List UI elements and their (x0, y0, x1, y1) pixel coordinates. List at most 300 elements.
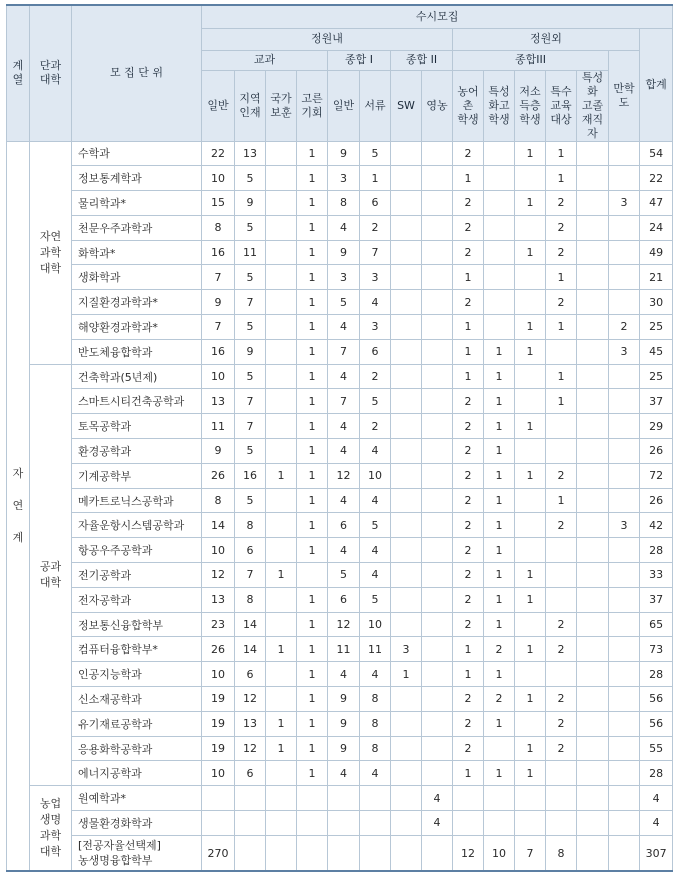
table-body (7, 141, 673, 871)
table-row (7, 166, 673, 191)
quota-cell (577, 761, 609, 786)
quota-cell: 5 (235, 364, 266, 389)
quota-cell (422, 290, 453, 315)
quota-cell (422, 265, 453, 290)
quota-cell (577, 290, 609, 315)
quota-cell (391, 761, 422, 786)
quota-cell: 2 (453, 587, 484, 612)
quota-cell: 15 (202, 191, 235, 216)
unit-name (72, 687, 202, 712)
quota-cell: 270 (202, 835, 235, 871)
quota-cell (266, 612, 297, 637)
quota-cell (391, 439, 422, 464)
quota-cell: 7 (235, 389, 266, 414)
quota-cell: 7 (202, 315, 235, 340)
quota-cell (577, 563, 609, 588)
category-cell (7, 141, 30, 871)
header-sub-2 (235, 70, 266, 141)
quota-cell (577, 513, 609, 538)
quota-cell: 4 (328, 761, 360, 786)
quota-cell (609, 711, 640, 736)
quota-cell (577, 240, 609, 265)
quota-cell: 3 (609, 513, 640, 538)
quota-cell (266, 811, 297, 836)
quota-cell: 1 (484, 587, 515, 612)
unit-name (72, 662, 202, 687)
quota-cell: 23 (202, 612, 235, 637)
total-cell: 55 (640, 736, 673, 761)
total-cell: 73 (640, 637, 673, 662)
quota-cell (391, 265, 422, 290)
header-sub-label: 국가 보훈 (270, 91, 292, 119)
quota-cell: 9 (328, 141, 360, 166)
unit-name (72, 439, 202, 464)
quota-cell (515, 711, 546, 736)
quota-cell (297, 835, 328, 871)
table-row (7, 265, 673, 290)
quota-cell: 1 (546, 315, 577, 340)
quota-cell (422, 637, 453, 662)
quota-cell: 10 (202, 166, 235, 191)
quota-cell: 4 (360, 563, 391, 588)
quota-cell: 1 (297, 141, 328, 166)
quota-cell (266, 290, 297, 315)
quota-cell: 19 (202, 687, 235, 712)
quota-cell (577, 711, 609, 736)
unit-name (72, 364, 202, 389)
quota-cell: 1 (453, 662, 484, 687)
unit-name-text: 수학과 (78, 147, 110, 161)
quota-cell: 10 (202, 364, 235, 389)
quota-cell (202, 786, 235, 811)
quota-cell: 5 (235, 215, 266, 240)
quota-cell (297, 786, 328, 811)
total-cell: 37 (640, 587, 673, 612)
quota-cell: 8 (202, 488, 235, 513)
total-cell: 24 (640, 215, 673, 240)
quota-cell (515, 811, 546, 836)
quota-cell: 2 (546, 736, 577, 761)
quota-cell: 5 (235, 315, 266, 340)
quota-cell: 8 (360, 711, 391, 736)
quota-cell (609, 389, 640, 414)
unit-name-text: 항공우주공학과 (78, 544, 153, 558)
quota-cell: 1 (297, 439, 328, 464)
quota-cell (391, 141, 422, 166)
quota-cell (422, 662, 453, 687)
quota-cell: 7 (235, 414, 266, 439)
category-label: 자 연 계 (12, 466, 24, 544)
quota-cell: 1 (453, 166, 484, 191)
quota-cell: 4 (360, 439, 391, 464)
header-jonghap3: 종합III (453, 50, 609, 70)
quota-cell: 5 (328, 563, 360, 588)
quota-cell (266, 439, 297, 464)
quota-cell: 2 (453, 414, 484, 439)
quota-cell: 1 (484, 711, 515, 736)
quota-cell: 2 (360, 414, 391, 439)
quota-cell (360, 786, 391, 811)
quota-cell (546, 439, 577, 464)
quota-cell: 1 (484, 612, 515, 637)
quota-cell: 16 (202, 240, 235, 265)
quota-cell: 11 (235, 240, 266, 265)
quota-cell: 5 (360, 389, 391, 414)
quota-cell (484, 290, 515, 315)
quota-cell: 6 (328, 587, 360, 612)
quota-cell (391, 563, 422, 588)
quota-cell: 1 (297, 637, 328, 662)
quota-cell: 7 (235, 563, 266, 588)
unit-name (72, 414, 202, 439)
quota-cell (609, 662, 640, 687)
quota-cell: 1 (484, 538, 515, 563)
quota-cell (515, 513, 546, 538)
table-row (7, 414, 673, 439)
quota-cell (391, 463, 422, 488)
unit-name-text: 물리학과* (78, 196, 127, 210)
quota-cell: 2 (453, 612, 484, 637)
quota-cell: 1 (484, 761, 515, 786)
table-row (7, 141, 673, 166)
quota-cell: 1 (453, 761, 484, 786)
total-cell: 307 (640, 835, 673, 871)
unit-name-text: 전자공학과 (78, 593, 132, 607)
quota-cell: 10 (202, 538, 235, 563)
quota-cell (484, 240, 515, 265)
quota-cell: 10 (202, 662, 235, 687)
quota-cell (577, 687, 609, 712)
header-jonghap1: 종합 I (328, 50, 391, 70)
quota-cell: 22 (202, 141, 235, 166)
unit-name (72, 736, 202, 761)
quota-cell (609, 835, 640, 871)
quota-cell (266, 488, 297, 513)
quota-cell (422, 488, 453, 513)
quota-cell: 1 (484, 414, 515, 439)
quota-cell (266, 215, 297, 240)
quota-cell: 1 (546, 166, 577, 191)
quota-cell: 1 (297, 463, 328, 488)
table-row (7, 240, 673, 265)
quota-cell (266, 240, 297, 265)
quota-cell (360, 811, 391, 836)
quota-cell (266, 315, 297, 340)
quota-cell: 2 (453, 736, 484, 761)
quota-cell (484, 736, 515, 761)
total-cell: 37 (640, 389, 673, 414)
quota-cell: 9 (202, 290, 235, 315)
total-cell: 56 (640, 711, 673, 736)
quota-cell (422, 513, 453, 538)
quota-cell: 4 (328, 662, 360, 687)
quota-cell (609, 290, 640, 315)
quota-cell (577, 662, 609, 687)
quota-cell (422, 439, 453, 464)
quota-cell (484, 166, 515, 191)
quota-cell (391, 587, 422, 612)
quota-cell (422, 414, 453, 439)
quota-cell (515, 786, 546, 811)
quota-cell: 1 (515, 587, 546, 612)
header-unit: 모 집 단 위 (72, 5, 202, 141)
unit-name (72, 761, 202, 786)
quota-cell (609, 687, 640, 712)
quota-cell: 1 (515, 463, 546, 488)
total-cell: 54 (640, 141, 673, 166)
quota-cell (360, 835, 391, 871)
unit-name (72, 538, 202, 563)
quota-cell: 1 (546, 364, 577, 389)
quota-cell: 7 (328, 389, 360, 414)
quota-cell (577, 339, 609, 364)
quota-cell: 2 (546, 612, 577, 637)
total-cell: 4 (640, 811, 673, 836)
quota-cell (484, 786, 515, 811)
quota-cell (515, 389, 546, 414)
quota-cell (391, 215, 422, 240)
quota-cell: 14 (235, 637, 266, 662)
total-cell: 42 (640, 513, 673, 538)
quota-cell (391, 339, 422, 364)
quota-cell (422, 835, 453, 871)
quota-cell: 1 (546, 265, 577, 290)
header-sub-label: 만학도 (613, 81, 635, 109)
quota-cell: 4 (360, 488, 391, 513)
quota-cell: 1 (297, 711, 328, 736)
quota-cell: 1 (297, 389, 328, 414)
quota-cell (515, 439, 546, 464)
quota-cell: 1 (297, 339, 328, 364)
header-sub-6 (360, 70, 391, 141)
quota-cell: 9 (202, 439, 235, 464)
unit-name (72, 141, 202, 166)
quota-cell (515, 538, 546, 563)
quota-cell: 1 (484, 364, 515, 389)
quota-cell (422, 364, 453, 389)
unit-name (72, 711, 202, 736)
quota-cell: 5 (360, 587, 391, 612)
quota-cell (266, 364, 297, 389)
quota-cell: 4 (328, 439, 360, 464)
quota-cell (328, 786, 360, 811)
total-cell: 22 (640, 166, 673, 191)
quota-cell (577, 191, 609, 216)
quota-cell (577, 637, 609, 662)
quota-cell: 1 (297, 513, 328, 538)
quota-cell (577, 488, 609, 513)
quota-cell: 3 (609, 191, 640, 216)
quota-cell: 1 (515, 563, 546, 588)
quota-cell: 7 (235, 290, 266, 315)
quota-cell (577, 736, 609, 761)
quota-cell: 2 (453, 563, 484, 588)
header-susi: 수시모집 (202, 5, 673, 28)
quota-cell: 1 (297, 612, 328, 637)
unit-name (72, 513, 202, 538)
quota-cell: 4 (360, 290, 391, 315)
header-sub-8 (422, 70, 453, 141)
quota-cell (577, 215, 609, 240)
quota-cell (546, 587, 577, 612)
quota-cell (422, 563, 453, 588)
quota-cell (297, 811, 328, 836)
quota-cell: 16 (235, 463, 266, 488)
college-label: 공과 대학 (39, 559, 62, 589)
quota-cell (266, 265, 297, 290)
college-cell (30, 786, 72, 872)
quota-cell: 1 (297, 215, 328, 240)
quota-cell (422, 166, 453, 191)
header-sub-label: 저소 득층 학생 (519, 84, 541, 126)
quota-cell: 2 (546, 240, 577, 265)
unit-name-text: 해양환경과학과* (78, 320, 158, 334)
table-row (7, 339, 673, 364)
unit-name (72, 587, 202, 612)
quota-cell: 4 (328, 538, 360, 563)
quota-cell: 12 (235, 736, 266, 761)
unit-name (72, 215, 202, 240)
quota-cell: 1 (266, 563, 297, 588)
quota-cell: 1 (515, 141, 546, 166)
total-cell: 29 (640, 414, 673, 439)
quota-cell (422, 463, 453, 488)
quota-cell: 2 (453, 240, 484, 265)
quota-cell (484, 811, 515, 836)
table-row (7, 811, 673, 836)
quota-cell: 11 (202, 414, 235, 439)
header-sub-label: 일반 (332, 98, 355, 112)
table-row (7, 563, 673, 588)
quota-cell: 2 (453, 290, 484, 315)
quota-cell: 2 (484, 637, 515, 662)
unit-name-text: 신소재공학과 (78, 692, 142, 706)
quota-cell (577, 612, 609, 637)
unit-name (72, 811, 202, 836)
quota-cell (391, 191, 422, 216)
quota-cell (391, 711, 422, 736)
quota-cell (391, 315, 422, 340)
quota-cell (391, 687, 422, 712)
quota-cell (577, 538, 609, 563)
quota-cell: 13 (235, 711, 266, 736)
quota-cell (266, 587, 297, 612)
quota-cell (609, 463, 640, 488)
quota-cell: 7 (202, 265, 235, 290)
quota-cell: 1 (515, 240, 546, 265)
header-sub-11 (515, 70, 546, 141)
quota-cell (484, 141, 515, 166)
quota-cell (391, 240, 422, 265)
quota-cell (577, 166, 609, 191)
total-cell: 49 (640, 240, 673, 265)
unit-name-text: 생물환경화학과 (78, 816, 153, 830)
quota-cell (391, 736, 422, 761)
quota-cell (577, 463, 609, 488)
quota-cell: 2 (546, 191, 577, 216)
quota-cell: 1 (515, 761, 546, 786)
total-cell: 26 (640, 439, 673, 464)
quota-cell (422, 612, 453, 637)
college-cell (30, 141, 72, 364)
quota-cell (266, 761, 297, 786)
quota-cell: 1 (297, 166, 328, 191)
quota-cell: 1 (484, 662, 515, 687)
unit-name (72, 463, 202, 488)
table-row (7, 711, 673, 736)
quota-cell (577, 265, 609, 290)
header-sub-12 (546, 70, 577, 141)
quota-cell: 2 (453, 141, 484, 166)
table-row (7, 513, 673, 538)
quota-cell (391, 414, 422, 439)
quota-cell (577, 587, 609, 612)
unit-name (72, 488, 202, 513)
quota-cell (266, 339, 297, 364)
quota-cell: 1 (297, 687, 328, 712)
unit-name-text: 유기재료공학과 (78, 717, 153, 731)
header-sub-1 (202, 70, 235, 141)
quota-cell: 1 (297, 761, 328, 786)
header-sub-label: 특성 화고 학생 (488, 84, 510, 126)
unit-name (72, 315, 202, 340)
quota-cell (546, 414, 577, 439)
quota-cell (266, 662, 297, 687)
quota-cell (484, 265, 515, 290)
quota-cell: 1 (297, 414, 328, 439)
quota-cell (422, 315, 453, 340)
quota-cell: 1 (484, 389, 515, 414)
quota-cell (577, 414, 609, 439)
college-cell (30, 364, 72, 786)
quota-cell (484, 191, 515, 216)
header-college (30, 5, 72, 141)
quota-cell: 3 (328, 265, 360, 290)
quota-cell (609, 811, 640, 836)
quota-cell: 1 (484, 513, 515, 538)
unit-name-text: 환경공학과 (78, 444, 132, 458)
quota-cell (266, 141, 297, 166)
unit-name (72, 563, 202, 588)
quota-cell (453, 811, 484, 836)
quota-cell (484, 215, 515, 240)
quota-cell (609, 538, 640, 563)
quota-cell (609, 439, 640, 464)
quota-cell: 6 (235, 761, 266, 786)
quota-cell (609, 612, 640, 637)
quota-cell: 1 (515, 191, 546, 216)
quota-cell (609, 240, 640, 265)
quota-cell: 1 (453, 315, 484, 340)
table-row (7, 587, 673, 612)
unit-name-text: 원예학과* (78, 792, 127, 806)
unit-name (72, 835, 202, 871)
quota-cell (235, 786, 266, 811)
quota-cell: 4 (422, 811, 453, 836)
quota-cell: 8 (328, 191, 360, 216)
quota-cell: 14 (202, 513, 235, 538)
quota-cell: 6 (360, 339, 391, 364)
quota-cell (609, 637, 640, 662)
unit-name (72, 265, 202, 290)
table-row (7, 290, 673, 315)
quota-cell (515, 215, 546, 240)
quota-cell (609, 364, 640, 389)
quota-cell (577, 141, 609, 166)
quota-cell: 3 (609, 339, 640, 364)
quota-cell: 4 (328, 364, 360, 389)
quota-cell: 1 (297, 315, 328, 340)
